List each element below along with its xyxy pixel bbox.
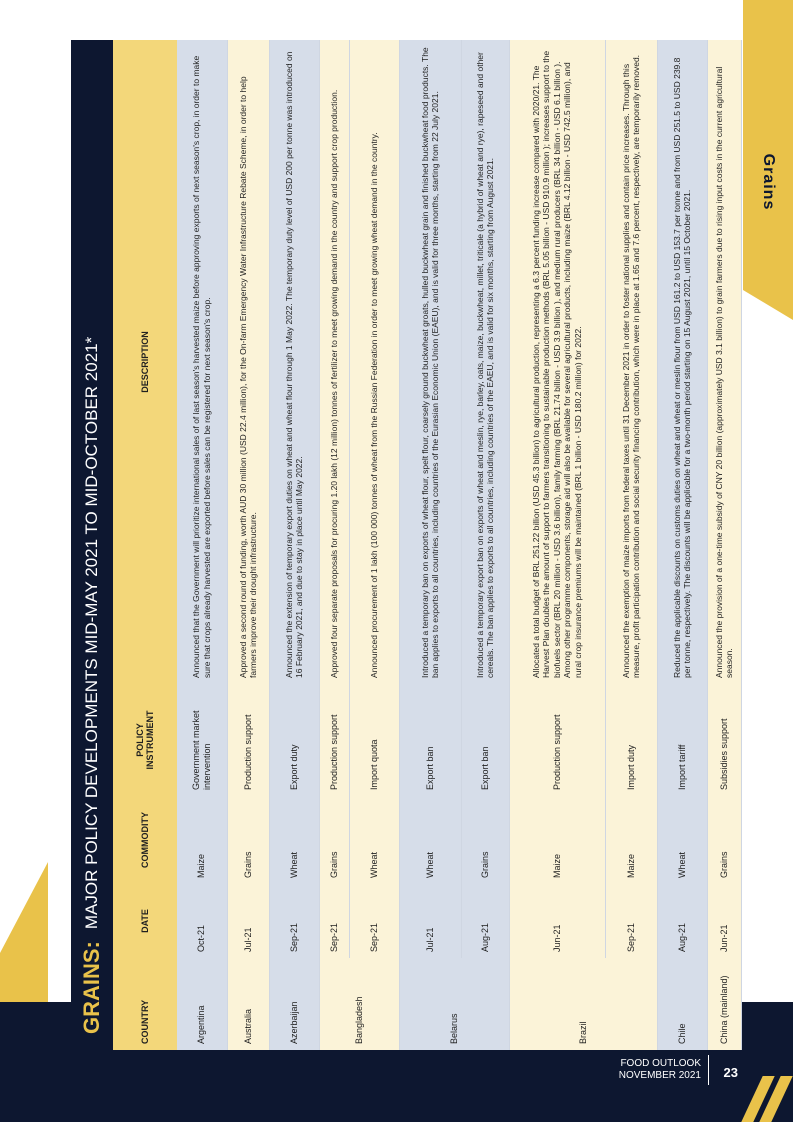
footer-publication <box>619 1058 701 1082</box>
cell-instrument: Import quota <box>349 684 399 796</box>
cell-instrument: Import duty <box>605 684 657 796</box>
header-instrument <box>113 684 177 796</box>
footer-divider <box>708 1055 709 1085</box>
table-row <box>399 40 461 1050</box>
cell-commodity: Wheat <box>657 796 707 884</box>
cell-country: Australia <box>227 958 269 1050</box>
cell-commodity: Wheat <box>349 796 399 884</box>
footer-line2: NOVEMBER 2021 <box>618 1070 701 1081</box>
cell-commodity: Maize <box>177 796 227 884</box>
cell-date: Sep-21 <box>605 884 657 958</box>
cell-instrument: Import tariff <box>657 684 707 796</box>
cell-description: Approved four separate proposals for procuring 1.20 lakh (12 million) tonnes of fertilizer to meet growing demand in the country and support crop production. <box>319 40 349 684</box>
cell-description: Reduced the applicable discounts on customs duties on wheat and wheat or meslin flour from USD 161.2 to USD 153.7 per tonne and from USD 251.5 to USD 239.8 per tonne, respectively. The discounts will be applicable for a two-month period starting on 15 August 2021, until 15 October 2021. <box>657 40 707 684</box>
cell-description: Announced the extension of temporary export duties on wheat and wheat flour through 1 May 2022. The temporary duty level of USD 200 per tonne was introduced on 16 February 2021, and due to stay in place until May 2022. <box>269 40 319 684</box>
cell-instrument: Government market intervention <box>177 684 227 796</box>
cell-country: Belarus <box>399 958 509 1050</box>
table-row <box>319 40 349 1050</box>
cell-instrument: Production support <box>509 684 605 796</box>
cell-description: Approved a second round of funding, worth AUD 30 million (USD 22.4 million), for the On-farm Emergency Water Infrastructure Rebate Scheme, in order to help farmers improve their drought infrastructure. <box>227 40 269 684</box>
cell-date: Sep-21 <box>319 884 349 958</box>
cell-date: Sep-21 <box>349 884 399 958</box>
cell-instrument: Production support <box>319 684 349 796</box>
cell-description: Introduced a temporary ban on exports of wheat flour, spelt flour, coarsely ground buckwheat groats, hulled buckwheat grain and finished buckwheat food products. The ban applies to exports to all countries, including countries of the Eurasian Economic Union (EAEU), and is valid for three months, starting from 22 July 2021. <box>399 40 461 684</box>
header-instrument-line1: POLICY <box>135 723 145 757</box>
title-lead: GRAINS: <box>79 941 104 1034</box>
footer-line1: FOOD OUTLOOK <box>620 1058 701 1069</box>
header-description: DESCRIPTION <box>113 40 177 684</box>
table-row <box>177 40 227 1050</box>
cell-date: Sep-21 <box>269 884 319 958</box>
cell-commodity: Grains <box>461 796 509 884</box>
cell-date: Jul-21 <box>399 884 461 958</box>
table-row <box>227 40 269 1050</box>
cell-country: Argentina <box>177 958 227 1050</box>
cell-country: Chile <box>657 958 707 1050</box>
table-row <box>269 40 319 1050</box>
cell-description: Allocated a total budget of BRL 251.22 billion (USD 45.3 billion) to agricultural production, representing a 6.3 percent funding increase compared with 2020/21. The Harvest Plan doubles the amount of support to farmers transitioning to sustainable production methods (BRL 5.05 billion - USD 910.9 million ); increases support to the biofuels sector (BRL 20 million - USD 3.6 billion), family farming (BRL 21.74 billion - USD 3.9 billion ), and medium rural producers (BRL 34 billion - USD 6.1 billion ). Among other programme components, storage aid will also be available for several agricultural products, including maize (BRL 4.12 billion - USD 742.5 million), and rural crop insurance premiums will be maintained (BRL 1 billion - USD 180.2 million) for 2022. <box>509 40 605 684</box>
table-title-bar <box>71 40 113 1050</box>
corner-decoration-top <box>743 0 793 290</box>
header-date: DATE <box>113 884 177 958</box>
table-row <box>657 40 707 1050</box>
table-row <box>509 40 605 1050</box>
section-tab-label: Grains <box>760 153 777 211</box>
cell-description: Announced procurement of 1 lakh (100 000) tonnes of wheat from the Russian Federation in order to meet growing wheat demand in the country. <box>349 40 399 684</box>
cell-date: Jun-21 <box>509 884 605 958</box>
cell-commodity: Maize <box>605 796 657 884</box>
cell-date: Aug-21 <box>461 884 509 958</box>
cell-instrument: Export ban <box>461 684 509 796</box>
cell-country: Brazil <box>509 958 657 1050</box>
corner-decoration-tip <box>743 290 793 320</box>
cell-date: Aug-21 <box>657 884 707 958</box>
policy-table <box>113 40 742 1050</box>
cell-instrument: Subsidies support <box>707 684 741 796</box>
cell-date: Jul-21 <box>227 884 269 958</box>
cell-commodity: Grains <box>707 796 741 884</box>
table-row <box>461 40 509 1050</box>
header-instrument-line2: INSTRUMENT <box>145 710 155 770</box>
page-title: MAJOR POLICY DEVELOPMENTS MID-MAY 2021 TO MID-OCTOBER 2021* <box>82 336 101 930</box>
cell-commodity: Maize <box>509 796 605 884</box>
rotated-table-panel <box>71 40 734 1050</box>
cell-country: Bangladesh <box>319 958 399 1050</box>
cell-date: Jun-21 <box>707 884 741 958</box>
cell-country: China (mainland) <box>707 958 741 1050</box>
table-row <box>707 40 741 1050</box>
cell-commodity: Grains <box>227 796 269 884</box>
cell-instrument: Export ban <box>399 684 461 796</box>
header-commodity: COMMODITY <box>113 796 177 884</box>
cell-instrument: Export duty <box>269 684 319 796</box>
cell-date: Oct-21 <box>177 884 227 958</box>
table-header-row <box>113 40 177 1050</box>
cell-instrument: Production support <box>227 684 269 796</box>
page-number: 23 <box>723 1065 738 1080</box>
cell-description: Introduced a temporary export ban on exports of wheat and meslin, rye, barley, oats, maize, buckwheat, millet, triticale (a hybrid of wheat and rye), rapeseed and other cereals. The ban applies to exports to all countries, including countries of the EAEU, and is valid for six months, starting from August 2021. <box>461 40 509 684</box>
table-row <box>349 40 399 1050</box>
cell-description: Announced the exemption of maize imports from federal taxes until 31 December 2021 in order to foster national supplies and contain price increases. Through this measure, profit participation contribution and social security financing contribution, which were in place at 1.65 and 7.6 percent, respectively, are temporarily removed. <box>605 40 657 684</box>
cell-country: Azerbaijan <box>269 958 319 1050</box>
cell-commodity: Wheat <box>269 796 319 884</box>
header-country: COUNTRY <box>113 958 177 1050</box>
cell-commodity: Wheat <box>399 796 461 884</box>
cell-commodity: Grains <box>319 796 349 884</box>
table-row <box>605 40 657 1050</box>
cell-description: Announced the provision of a one-time subsidy of CNY 20 billion (approximately USD 3.1 billion) to grain farmers due to rising input costs in the current agricultural season. <box>707 40 741 684</box>
cell-description: Announced that the Government will prioritize international sales of of last season's harvested maize before approving exports of next season's crop, in order to make sure that crops already harvested are exported before sales can be registered for next season's crop. <box>177 40 227 684</box>
